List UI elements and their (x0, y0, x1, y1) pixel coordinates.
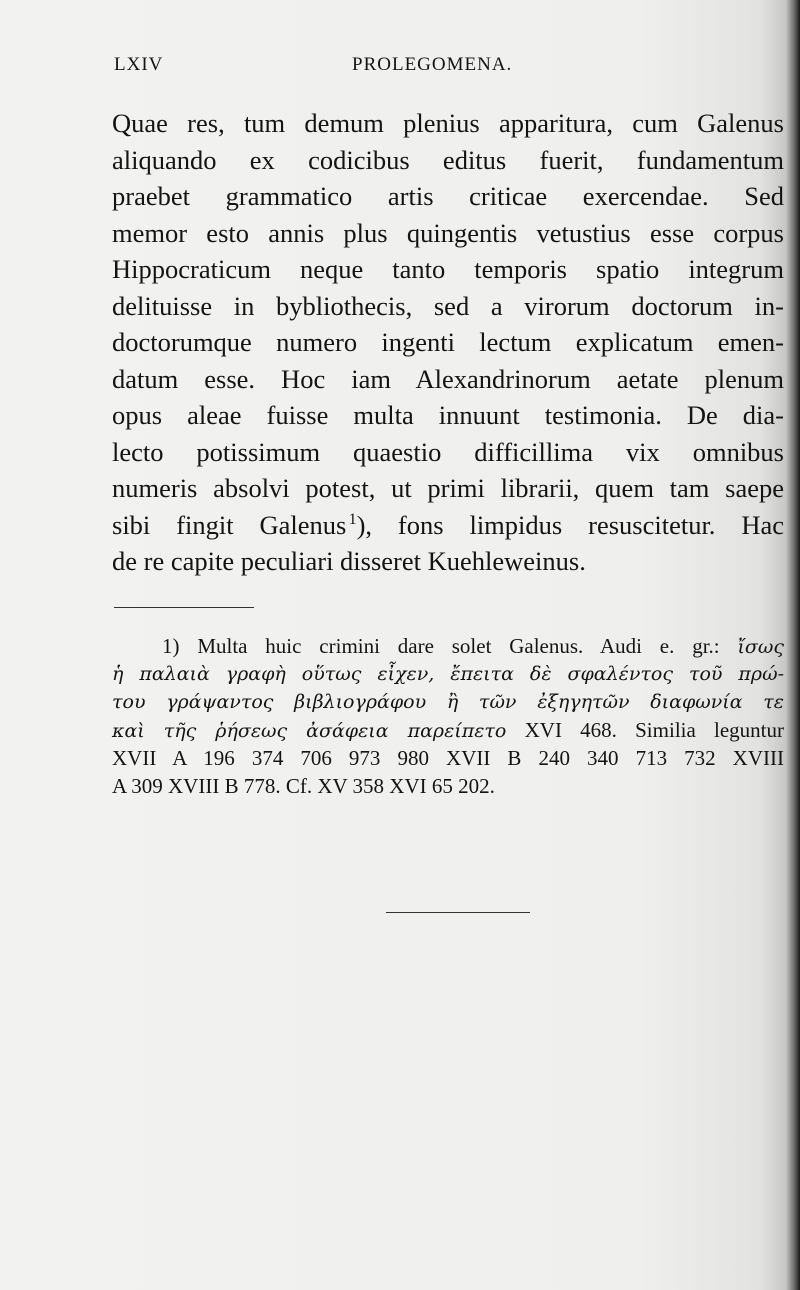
footnote-greek: καὶ τῆς ῥήσεως ἀσάφεια παρείπετο (112, 720, 507, 742)
main-paragraph (112, 105, 784, 580)
footnote-line: του γράψαντος βιβλιογράφου ἢ τῶν ἐξηγητῶν διαφωνία τε (112, 691, 784, 713)
footnote-line: A 309 XVIII B 778. Cf. XV 358 XVI 65 202. (112, 774, 495, 798)
footnote-text: 1) Multa huic crimini dare solet Galenus. Audi e. gr.: (162, 634, 720, 658)
footnote-rule (114, 607, 254, 608)
show-through-texture (90, 1000, 790, 1260)
text-segment: ), fons limpidus resuscitetur. Hac (356, 509, 784, 540)
text-line: delituisse in bybliothecis, sed a virorum doctorum in- (112, 290, 784, 321)
footnote-line (112, 632, 784, 660)
page-number: LXIV (114, 54, 164, 75)
page-binding-edge (786, 0, 800, 1290)
footnote-line: ἡ παλαιὰ γραφὴ οὕτως εἶχεν, ἔπειτα δὲ σφαλέντος τοῦ πρώ- (112, 663, 784, 685)
text-line: Hippocraticum neque tanto temporis spatio integrum (112, 254, 784, 284)
footnote-line (112, 716, 784, 744)
end-rule (386, 912, 530, 913)
text-line: lecto potissimum quaestio difficillima vix omnibus (112, 436, 784, 467)
text-line: aliquando ex codicibus editus fuerit, fundamentum (112, 144, 784, 175)
page-header (114, 54, 782, 84)
text-line: Quae res, tum demum plenius apparitura, cum Galenus (112, 108, 784, 138)
text-line: opus aleae fuisse multa innuunt testimonia. De dia- (112, 400, 784, 430)
footnote-text: XVI 468. Similia leguntur (524, 718, 785, 742)
text-line: memor esto annis plus quingentis vetustius esse corpus (112, 217, 784, 248)
text-line: praebet grammatico artis criticae exercendae. Sed (112, 181, 784, 211)
footnote (112, 632, 784, 800)
footnote-line: XVII A 196 374 706 973 980 XVII B 240 340 713 732 XVIII (112, 746, 784, 770)
text-line-with-footnote-ref (112, 507, 784, 544)
text-line: de re capite peculiari disseret Kuehleweinus. (112, 546, 586, 576)
footnote-reference: 1 (348, 510, 357, 528)
text-segment: sibi fingit Galenus (112, 509, 347, 540)
running-head: PROLEGOMENA. (352, 54, 513, 75)
footnote-greek: ἴσως (737, 636, 784, 658)
text-line: datum esse. Hoc iam Alexandrinorum aetate plenum (112, 363, 784, 394)
text-line: doctorumque numero ingenti lectum explicatum emen- (112, 327, 784, 357)
text-line: numeris absolvi potest, ut primi librarii, quem tam saepe (112, 473, 784, 503)
